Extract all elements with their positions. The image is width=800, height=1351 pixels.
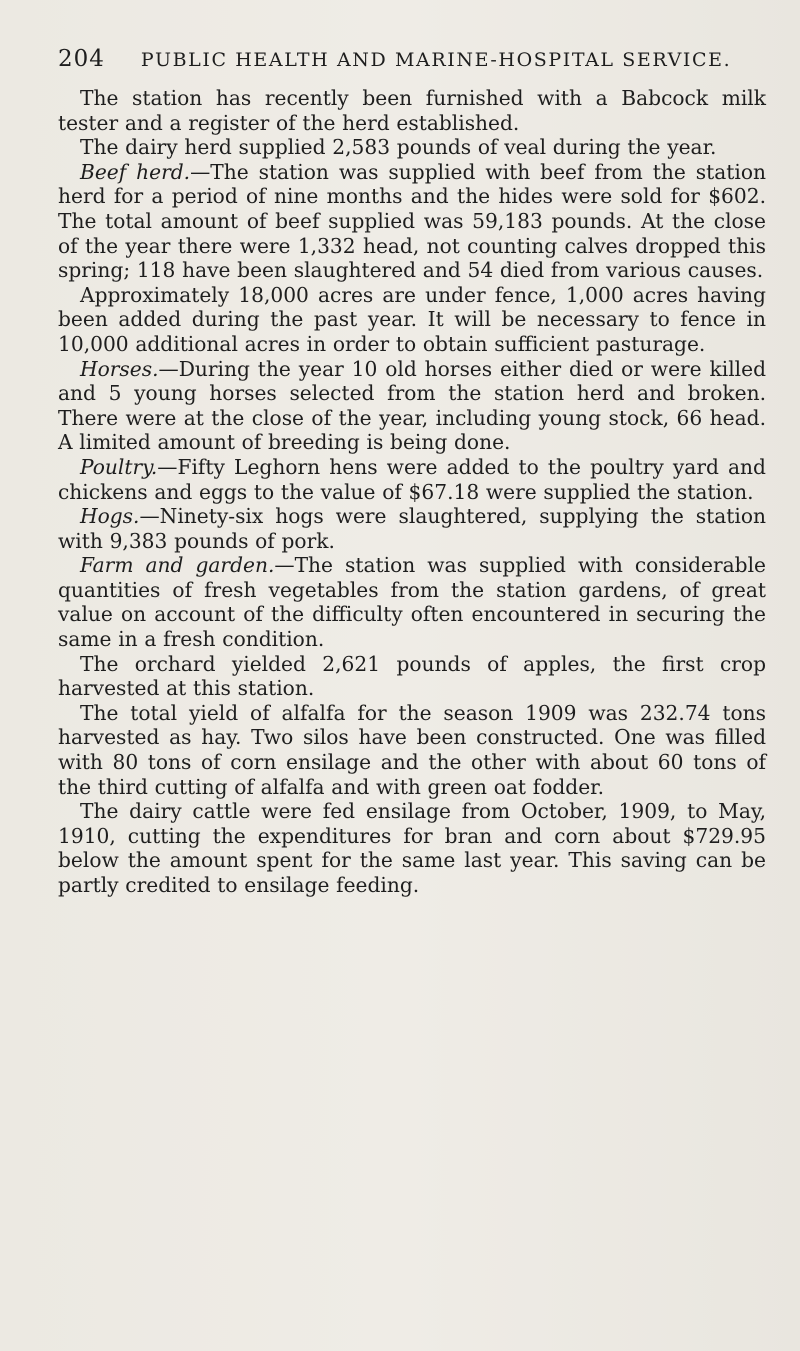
paragraph-text: —The station was supplied with beef from the station herd for a period of nine months and the hides were sold for $602. The total amount of beef supplied was 59,183 pounds. At the close of the year there were 1,332 head, not counting calves dropped this spring; 118 have been slaughtered and 54 died from various causes. — [58, 159, 766, 283]
body-text — [58, 86, 766, 898]
paragraph-text: The dairy herd supplied 2,583 pounds of veal during the year. — [80, 135, 717, 160]
paragraph-hogs — [58, 504, 766, 553]
page-number: 204 — [58, 46, 105, 72]
paragraph-alfalfa — [58, 701, 766, 799]
paragraph-text: —The station was supplied with considerable quantities of fresh vegetables from the station gardens, of great value on account of the difficulty often encountered in securing the same in a fresh condition. — [58, 553, 766, 652]
paragraph-text: The total yield of alfalfa for the season 1909 was 232.74 tons harvested as hay. Two silos have been constructed. One was filled with 80 tons of corn ensilage and the other with about 60 tons of the third cutting of alfalfa and with green oat fodder. — [58, 700, 766, 799]
paragraph-ensilage — [58, 799, 766, 897]
paragraph-orchard — [58, 652, 766, 701]
paragraph-text: —Fifty Leghorn hens were added to the poultry yard and chickens and eggs to the value of $67.18 were supplied the station. — [58, 454, 766, 504]
paragraph-text: —During the year 10 old horses either died or were killed and 5 young horses selected from the station herd and broken. There were at the close of the year, including young stock, 66 head. A limited amount of breeding is being done. — [58, 356, 766, 455]
paragraph-lead: Horses. — [80, 356, 159, 381]
paragraph-text: The orchard yielded 2,621 pounds of apples, the first crop harvested at this station. — [58, 651, 766, 701]
paragraph-text: Approximately 18,000 acres are under fence, 1,000 acres having been added during the past year. It will be necessary to fence in 10,000 additional acres in order to obtain sufficient pasturage. — [58, 282, 766, 356]
paragraph-babcock-tester — [58, 86, 766, 135]
paragraph-text: —Ninety-six hogs were slaughtered, supplying the station with 9,383 pounds of pork. — [58, 504, 766, 553]
paragraph-lead: Hogs. — [80, 504, 140, 529]
running-title: PUBLIC HEALTH AND MARINE-HOSPITAL SERVICE. — [140, 49, 732, 71]
paragraph-farm-garden — [58, 553, 766, 651]
paragraph-dairy-veal — [58, 135, 766, 160]
paragraph-beef-herd — [58, 160, 766, 283]
paragraph-lead: Poultry. — [80, 454, 158, 479]
paragraph-text: The station has recently been furnished with a Babcock milk tester and a register of the herd established. — [58, 86, 766, 135]
paragraph-fence — [58, 283, 766, 357]
paragraph-poultry — [58, 455, 766, 504]
paragraph-horses — [58, 357, 766, 455]
paragraph-lead: Farm and garden. — [80, 553, 275, 578]
paragraph-text: The dairy cattle were fed ensilage from October, 1909, to May, 1910, cutting the expenditures for bran and corn about $729.95 below the amount spent for the same last year. This saving can be partly credited to ensilage feeding. — [58, 799, 766, 897]
page-header — [58, 46, 760, 72]
paragraph-lead: Beef herd. — [80, 159, 191, 184]
